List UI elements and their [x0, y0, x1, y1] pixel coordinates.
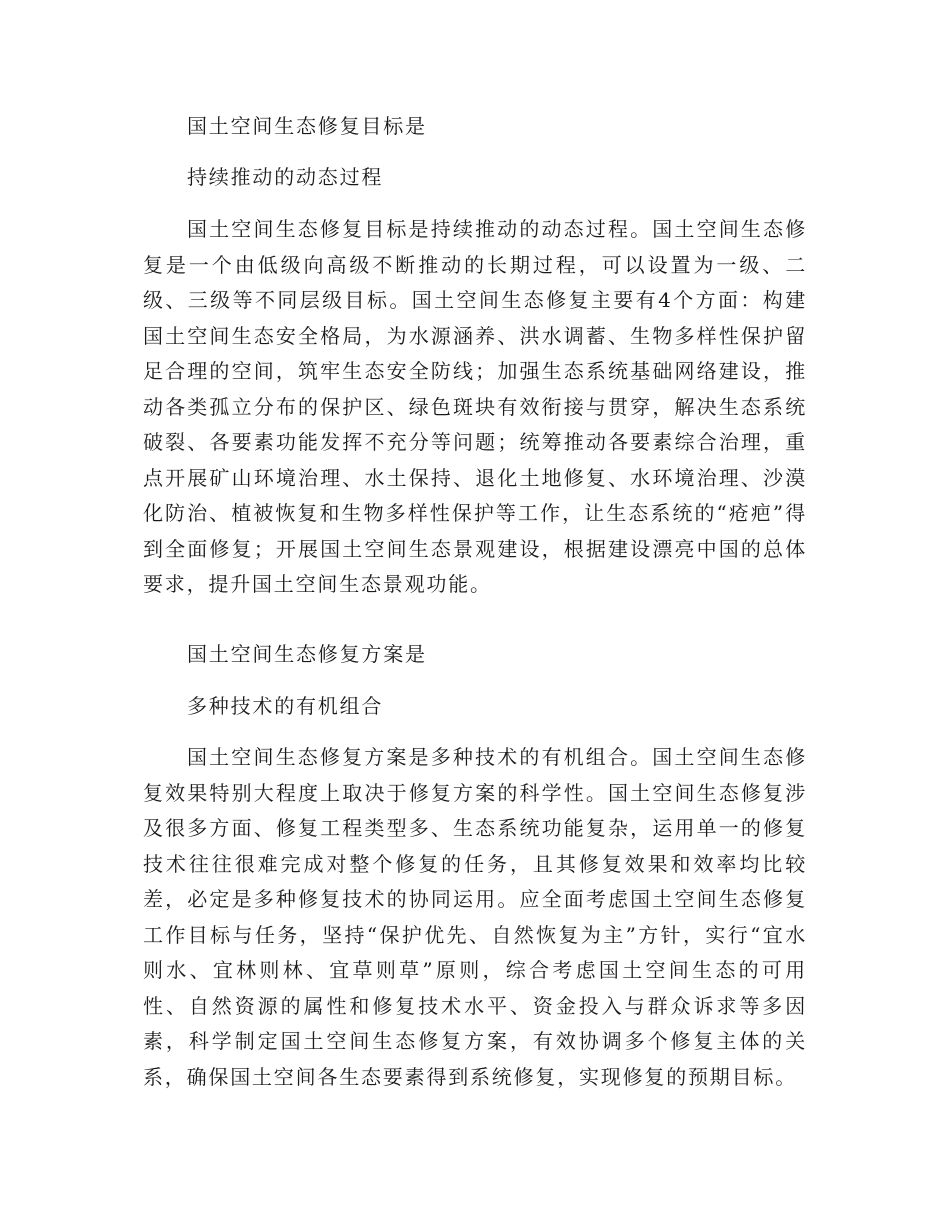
section-2-heading-line-2: 多种技术的有机组合 [187, 694, 384, 718]
section-2-heading-line-1: 国土空间生态修复方案是 [187, 642, 427, 666]
section-2-paragraph: 国土空间生态修复方案是多种技术的有机组合。国土空间生态修复效果特别大程度上取决于修复方案的科学性。国土空间生态修复涉及很多方面、修复工程类型多、生态系统功能复杂，运用单一的修复技术往往很难完成对整个修复的任务，且其修复效果和效率均比较差，必定是多种修复技术的协同运用。应全面考虑国土空间生态修复工作目标与任务，坚持“保护优先、自然恢复为主”方针，实行“宜水则水、宜林则林、宜草则草”原则，综合考虑国土空间生态的可用性、自然资源的属性和修复技术水平、资金投入与群众诉求等多因素，科学制定国土空间生态修复方案，有效协调多个修复主体的关系，确保国土空间各生态要素得到系统修复，实现修复的预期目标。 [143, 745, 807, 1089]
section-1-paragraph: 国土空间生态修复目标是持续推动的动态过程。国土空间生态修复是一个由低级向高级不断推动的长期过程，可以设置为一级、二级、三级等不同层级目标。国土空间生态修复主要有4个方面：构建国土空间生态安全格局，为水源涵养、洪水调蓄、生物多样性保护留足合理的空间，筑牢生态安全防线；加强生态系统基础网络建设，推动各类孤立分布的保护区、绿色斑块有效衔接与贯穿，解决生态系统破裂、各要素功能发挥不充分等问题；统筹推动各要素综合治理，重点开展矿山环境治理、水土保持、退化土地修复、水环境治理、沙漠化防治、植被恢复和生物多样性保护等工作，让生态系统的“疮疤”得到全面修复；开展国土空间生态景观建设，根据建设漂亮中国的总体要求，提升国土空间生态景观功能。 [143, 217, 807, 596]
section-1-heading-line-2: 持续推动的动态过程 [187, 165, 384, 189]
section-1-heading-line-1: 国土空间生态修复目标是 [187, 114, 427, 138]
